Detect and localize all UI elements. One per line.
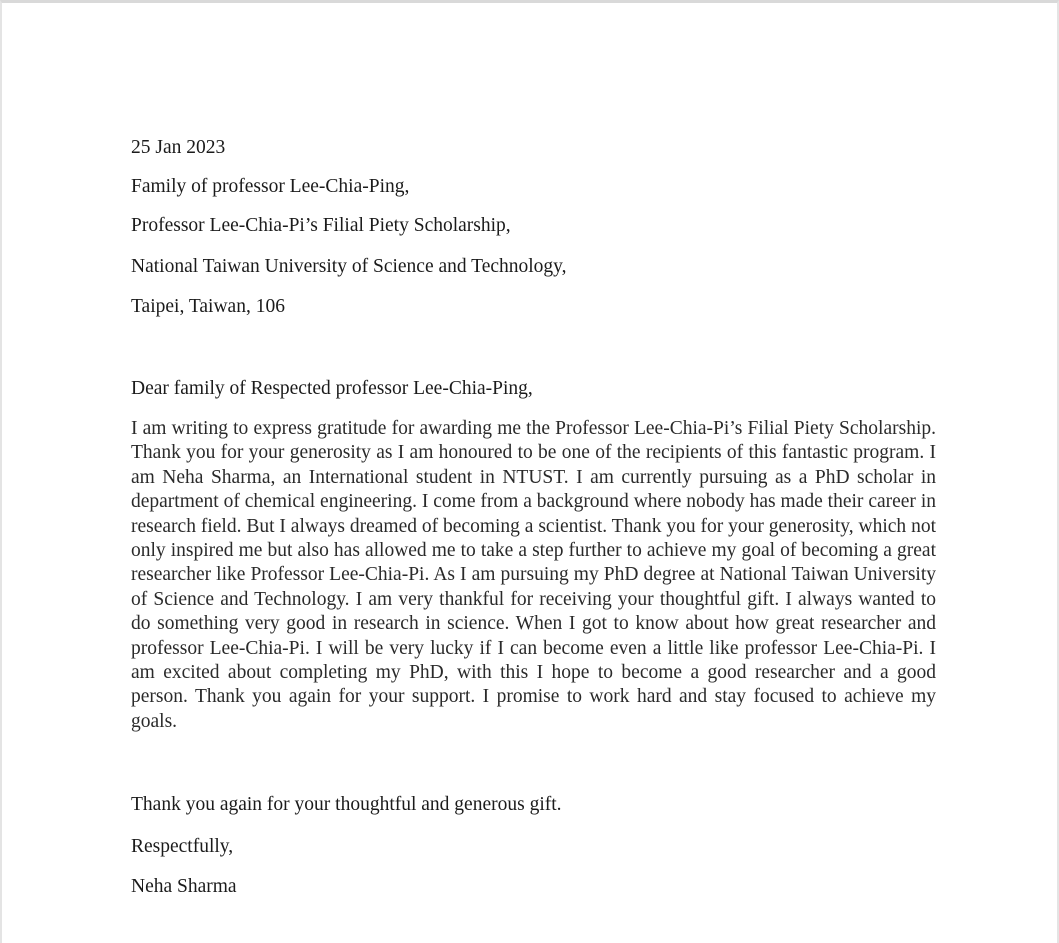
address-line-city: Taipei, Taiwan, 106 <box>131 296 285 317</box>
letter-body-paragraph: I am writing to express gratitude for awarding me the Professor Lee-Chia-Pi’s Filial Piety Scholarship. Thank you for your generosity as I am honoured to be one of the recipients of this fantastic program. I am Neha Sharma, an International student in NTUST. I am currently pursuing as a PhD scholar in department of chemical engineering. I come from a background where nobody has made their career in research field. But I always dreamed of becoming a scientist. Thank you for your generosity, which not only inspired me but also has allowed me to take a step further to achieve my goal of becoming a great researcher like Professor Lee-Chia-Pi. As I am pursuing my PhD degree at National Taiwan University of Science and Technology. I am very thankful for receiving your thoughtful gift. I always wanted to do something very good in research in science. When I got to know about how great researcher and professor Lee-Chia-Pi. I will be very lucky if I can become even a little like professor Lee-Chia-Pi. I am excited about completing my PhD, with this I hope to become a good researcher and a good person. Thank you again for your support. I promise to work hard and stay focused to achieve my goals. <box>131 418 936 732</box>
address-line-recipient: Family of professor Lee-Chia-Ping, <box>131 176 410 197</box>
letter-closing: Respectfully, <box>131 836 234 857</box>
letter-salutation: Dear family of Respected professor Lee-Chia-Ping, <box>131 378 533 399</box>
letter-signature: Neha Sharma <box>131 876 237 897</box>
letter-date: 25 Jan 2023 <box>131 137 226 158</box>
address-line-university: National Taiwan University of Science and Technology, <box>131 256 567 277</box>
letter-thanks: Thank you again for your thoughtful and generous gift. <box>131 794 562 815</box>
address-line-scholarship: Professor Lee-Chia-Pi’s Filial Piety Scholarship, <box>131 215 511 236</box>
